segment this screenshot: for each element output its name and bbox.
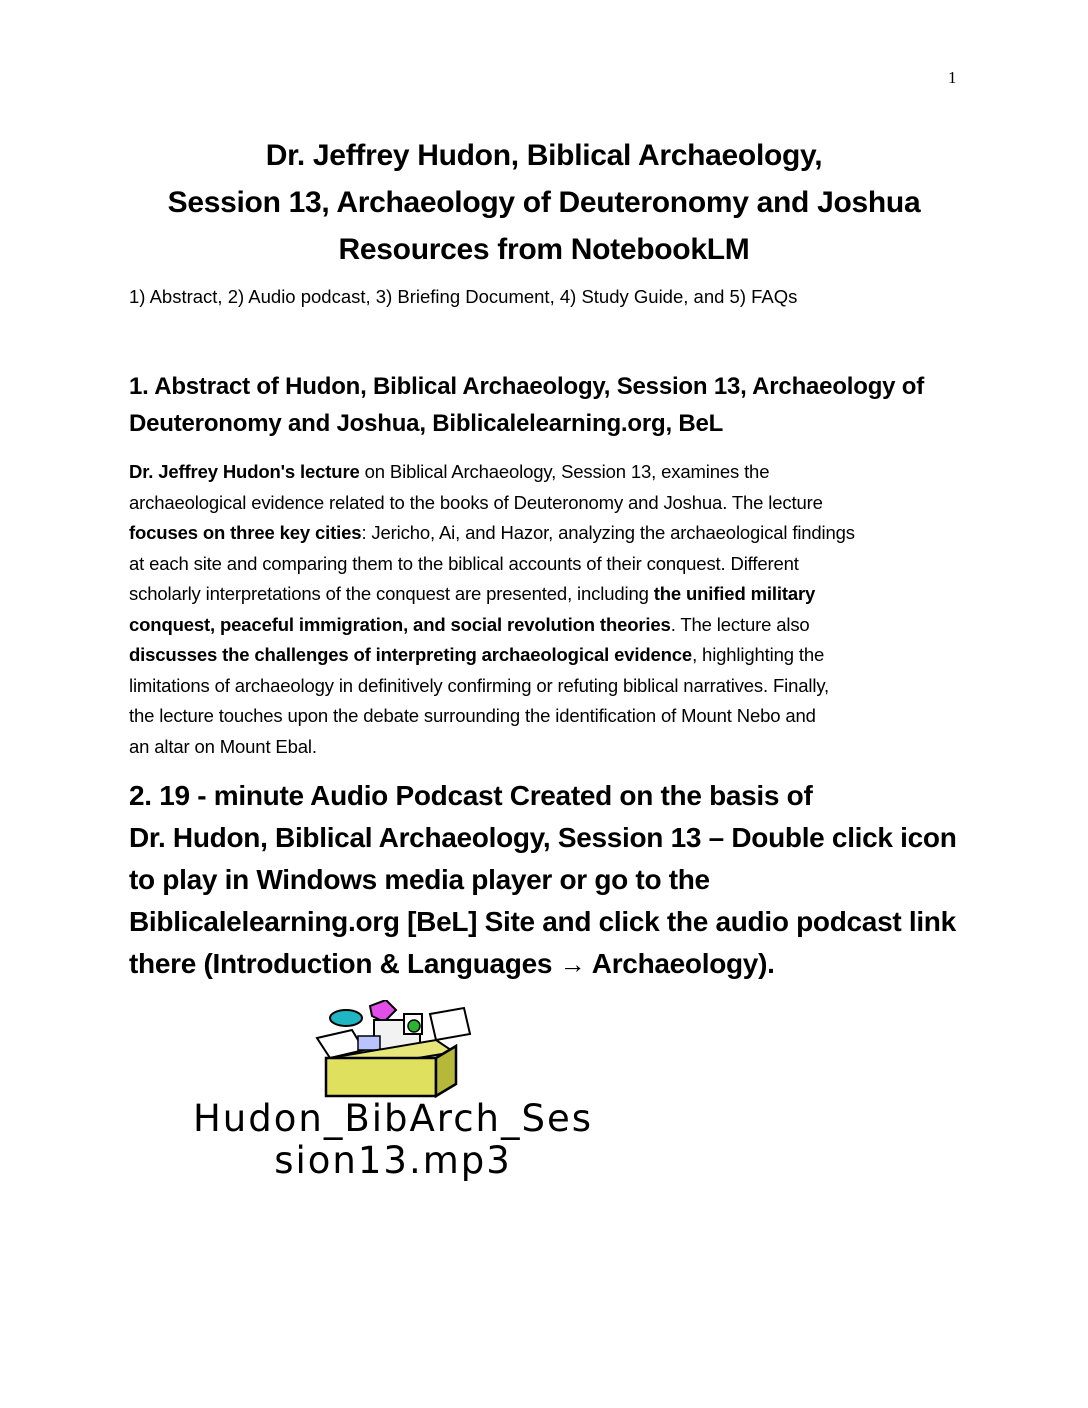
paragraph-line bbox=[129, 640, 969, 671]
document-title bbox=[110, 132, 978, 273]
heading-line bbox=[129, 943, 989, 985]
heading-line: 1. Abstract of Hudon, Biblical Archaeology, Session 13, Archaeology of bbox=[129, 373, 925, 400]
paragraph-line bbox=[129, 457, 969, 488]
emphasis: conquest, peaceful immigration, and social revolution theories bbox=[129, 613, 671, 635]
contents-list: 1) Abstract, 2) Audio podcast, 3) Briefing Document, 4) Study Guide, and 5) FAQs bbox=[129, 286, 798, 307]
heading-line: 2. 19 - minute Audio Podcast Created on the basis of bbox=[129, 780, 813, 811]
heading-line: to play in Windows media player or go to the bbox=[129, 864, 710, 895]
text: . The lecture also bbox=[670, 613, 810, 635]
file-name-line: sion13.mp3 bbox=[274, 1139, 512, 1182]
heading-line: Deuteronomy and Joshua, Biblicalelearning.org, BeL bbox=[129, 410, 724, 437]
paragraph-line bbox=[129, 518, 969, 549]
text: : Jericho, Ai, and Hazor, analyzing the archaeological findings bbox=[361, 522, 855, 543]
title-line: Dr. Jeffrey Hudon, Biblical Archaeology, bbox=[265, 139, 823, 172]
paragraph-line: the lecture touches upon the debate surrounding the identification of Mount Nebo and bbox=[129, 705, 816, 726]
package-icon[interactable] bbox=[312, 1000, 472, 1100]
paragraph-line bbox=[129, 579, 969, 610]
abstract-paragraph bbox=[129, 457, 969, 762]
text: on Biblical Archaeology, Session 13, examines the bbox=[359, 461, 770, 482]
text: Archaeology). bbox=[585, 948, 775, 979]
text: there (Introduction & Languages bbox=[129, 948, 560, 979]
text: scholarly interpretations of the conquest are presented, including bbox=[129, 583, 654, 604]
podcast-heading bbox=[129, 775, 989, 985]
paragraph-line: an altar on Mount Ebal. bbox=[129, 735, 317, 757]
heading-line: Biblicalelearning.org [BeL] Site and click the audio podcast link bbox=[129, 906, 956, 937]
heading-line: Dr. Hudon, Biblical Archaeology, Session 13 – Double click icon bbox=[129, 822, 957, 853]
paragraph-line: archaeological evidence related to the books of Deuteronomy and Joshua. The lecture bbox=[129, 491, 823, 513]
file-name-line: Hudon_BibArch_Ses bbox=[192, 1097, 594, 1140]
emphasis: focuses on three key cities bbox=[129, 522, 362, 543]
emphasis: Dr. Jeffrey Hudon's lecture bbox=[129, 461, 360, 482]
paragraph-line: at each site and comparing them to the biblical accounts of their conquest. Different bbox=[129, 552, 799, 574]
audio-file-name[interactable] bbox=[128, 1098, 658, 1182]
emphasis: the unified military bbox=[653, 583, 816, 604]
emphasis: discusses the challenges of interpreting archaeological evidence bbox=[129, 644, 693, 665]
paragraph-line bbox=[129, 610, 969, 641]
abstract-heading bbox=[129, 368, 969, 442]
page-number: 1 bbox=[948, 68, 957, 87]
paragraph-line: limitations of archaeology in definitively confirming or refuting biblical narratives. Finally, bbox=[129, 674, 830, 696]
title-line: Resources from NotebookLM bbox=[338, 233, 750, 266]
text: , highlighting the bbox=[692, 644, 825, 665]
title-line: Session 13, Archaeology of Deuteronomy and Joshua bbox=[167, 186, 921, 219]
arrow-right-icon: → bbox=[559, 949, 586, 979]
